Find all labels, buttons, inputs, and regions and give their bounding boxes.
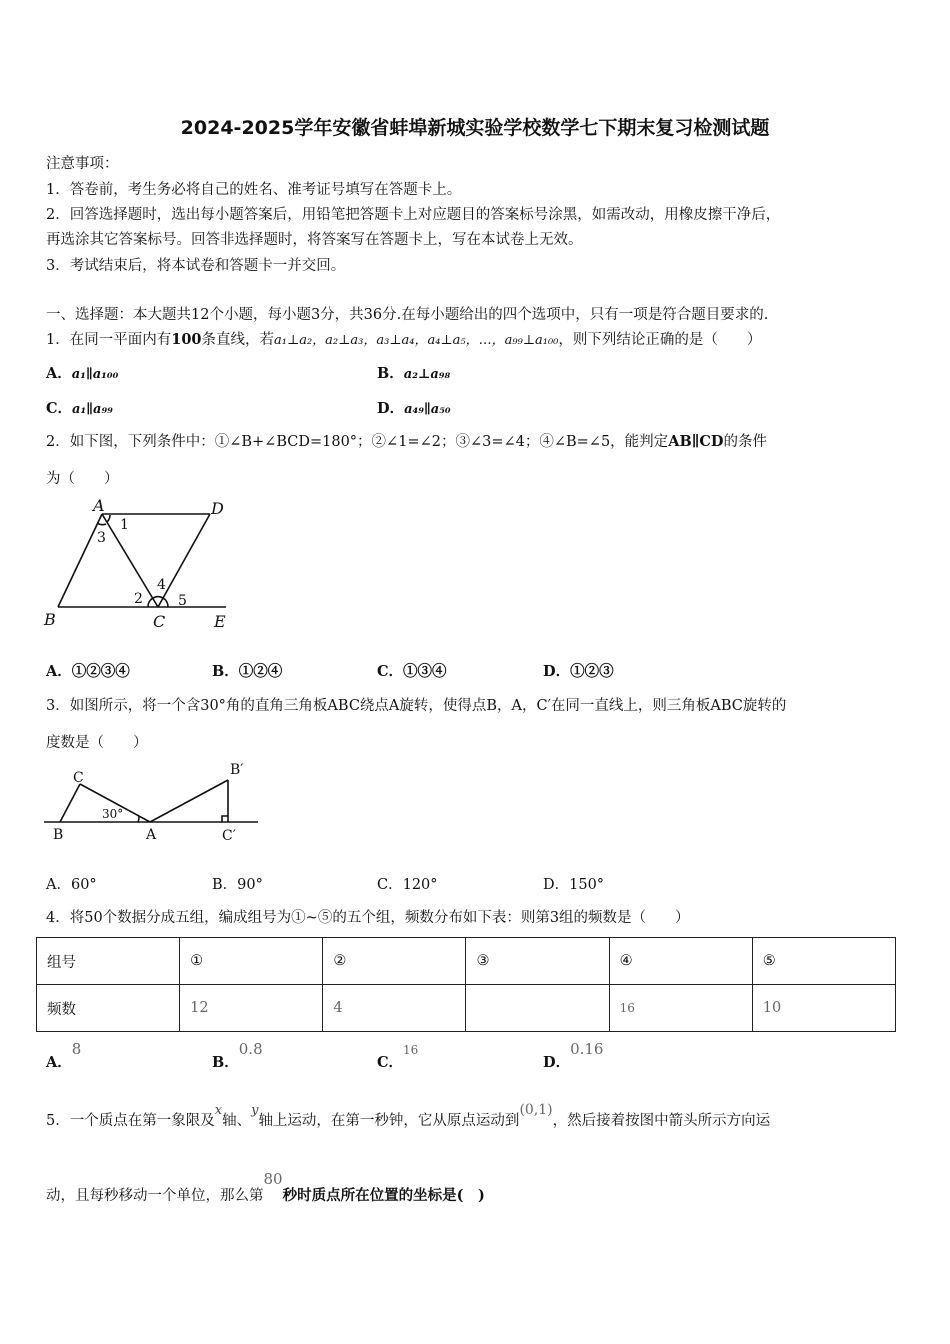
label-d: D (211, 499, 224, 518)
angle-arc-4 (153, 597, 163, 598)
segment-ab-prime (150, 780, 228, 822)
segment-bc (60, 784, 80, 822)
question-5-stem-cont: 动，且每秒移动一个单位，那么第80秒时质点所在位置的坐标是( ) (46, 1170, 485, 1204)
question-5-stem: 5．一个质点在第一象限及x轴、y轴上运动，在第一秒钟，它从原点运动到(0,1)，然后接着按图中箭头所示方向运 (46, 1102, 771, 1129)
question-3-stem: 3．如图所示，将一个含30°角的直角三角板ABC绕点A旋转，使得点B，A，C′在同一直线上，则三角板ABC旋转的 (46, 698, 787, 714)
label-angle-1: 1 (120, 517, 129, 533)
table-cell: ② (323, 938, 466, 985)
table-cell: ⑤ (752, 938, 895, 985)
q2-option-a[interactable]: A．①②③④ (46, 663, 130, 680)
angle-arc-2 (148, 598, 153, 607)
table-cell: 16 (609, 985, 752, 1032)
notice-heading: 注意事项： (46, 156, 119, 172)
q2-option-b[interactable]: B．①②④ (212, 663, 283, 680)
q3-option-b[interactable]: B．90° (212, 877, 263, 893)
q3-option-c[interactable]: C．120° (377, 877, 438, 893)
label-c: C (153, 612, 166, 631)
table-cell: ③ (466, 938, 609, 985)
q1-option-d[interactable]: D．a₄₉∥a₅₀ (377, 400, 451, 417)
q4-option-d[interactable]: D．0.16 (543, 1040, 604, 1071)
label-b: B (44, 610, 56, 629)
label-e: E (214, 612, 226, 631)
right-angle-mark (222, 816, 228, 822)
q1-option-a[interactable]: A．a₁∥a₁₀₀ (46, 365, 119, 382)
label-a: A (146, 827, 157, 843)
label-c: C (73, 770, 84, 786)
label-angle-5: 5 (178, 593, 187, 609)
question-1-stem: 1．在同一平面内有100条直线，若a₁⊥a₂，a₂⊥a₃，a₃⊥a₄，a₄⊥a₅，…，a₉₉⊥a₁₀₀，则下列结论正确的是（ ） (46, 331, 762, 348)
angle-arc-3 (97, 523, 106, 525)
page-title: 2024-2025学年安徽省蚌埠新城实验学校数学七下期末复习检测试题 (180, 117, 770, 139)
label-angle-2: 2 (134, 591, 143, 607)
question-4-stem: 4．将50个数据分成五组，编成组号为①~⑤的五个组，频数分布如下表：则第3组的频数是（ ） (46, 910, 690, 926)
section-heading: 一、选择题：本大题共12个小题，每小题3分，共36分.在每小题给出的四个选项中，只有一项是符合题目要求的. (46, 307, 769, 323)
frequency-table (36, 937, 896, 1032)
table-cell: 频数 (37, 985, 180, 1032)
q2-option-c[interactable]: C．①③④ (377, 663, 447, 680)
angle-arc-5 (163, 598, 168, 607)
label-b-prime: B′ (230, 762, 244, 778)
notice-item-2a: 2．回答选择题时，选出每小题答案后，用铅笔把答题卡上对应题目的答案标号涂黑，如需改动，用橡皮擦干净后， (46, 207, 781, 223)
label-angle-3: 3 (97, 530, 106, 546)
notice-item-2b: 再选涂其它答案标号。回答非选择题时，将答案写在答题卡上，写在本试卷上无效。 (46, 232, 583, 248)
table-row (37, 985, 896, 1032)
question-2-stem-cont: 为（ ） (46, 471, 119, 487)
segment-ac (102, 514, 158, 607)
question-2-stem: 2．如下图，下列条件中：①∠B+∠BCD=180°；②∠1=∠2；③∠3=∠4；④∠B=∠5，能判定AB∥CD的条件 (46, 433, 767, 450)
label-c-prime: C′ (222, 828, 236, 844)
q3-figure (44, 758, 264, 850)
q2-option-d[interactable]: D．①②③ (543, 663, 614, 680)
q3-option-d[interactable]: D．150° (543, 877, 605, 893)
q4-option-a[interactable]: A．8 (46, 1040, 82, 1071)
table-cell: 12 (180, 985, 323, 1032)
notice-item-3: 3．考试结束后，将本试卷和答题卡一并交回。 (46, 258, 346, 274)
label-a: A (93, 496, 105, 515)
table-cell: ④ (609, 938, 752, 985)
table-cell: 组号 (37, 938, 180, 985)
label-30-degrees: 30° (102, 807, 124, 821)
table-cell: ① (180, 938, 323, 985)
label-angle-4: 4 (157, 577, 166, 593)
q4-option-b[interactable]: B．0.8 (212, 1040, 263, 1071)
label-b: B (53, 827, 64, 843)
q4-option-c[interactable]: C．16 (377, 1043, 419, 1071)
table-cell (466, 985, 609, 1032)
table-header-row (37, 938, 896, 985)
notice-item-1: 1．答卷前，考生务必将自己的姓名、准考证号填写在答题卡上。 (46, 182, 462, 198)
q2-figure (40, 495, 240, 635)
q3-option-a[interactable]: A．60° (46, 877, 97, 893)
q1-option-c[interactable]: C．a₁∥a₉₉ (46, 400, 113, 417)
angle-arc-30 (138, 816, 139, 822)
segment-ab (58, 514, 102, 607)
table-cell: 10 (752, 985, 895, 1032)
question-3-stem-cont: 度数是（ ） (46, 735, 148, 751)
angle-arc-1 (107, 515, 110, 522)
table-cell: 4 (323, 985, 466, 1032)
q1-option-b[interactable]: B．a₂⊥a₉₈ (377, 365, 451, 382)
